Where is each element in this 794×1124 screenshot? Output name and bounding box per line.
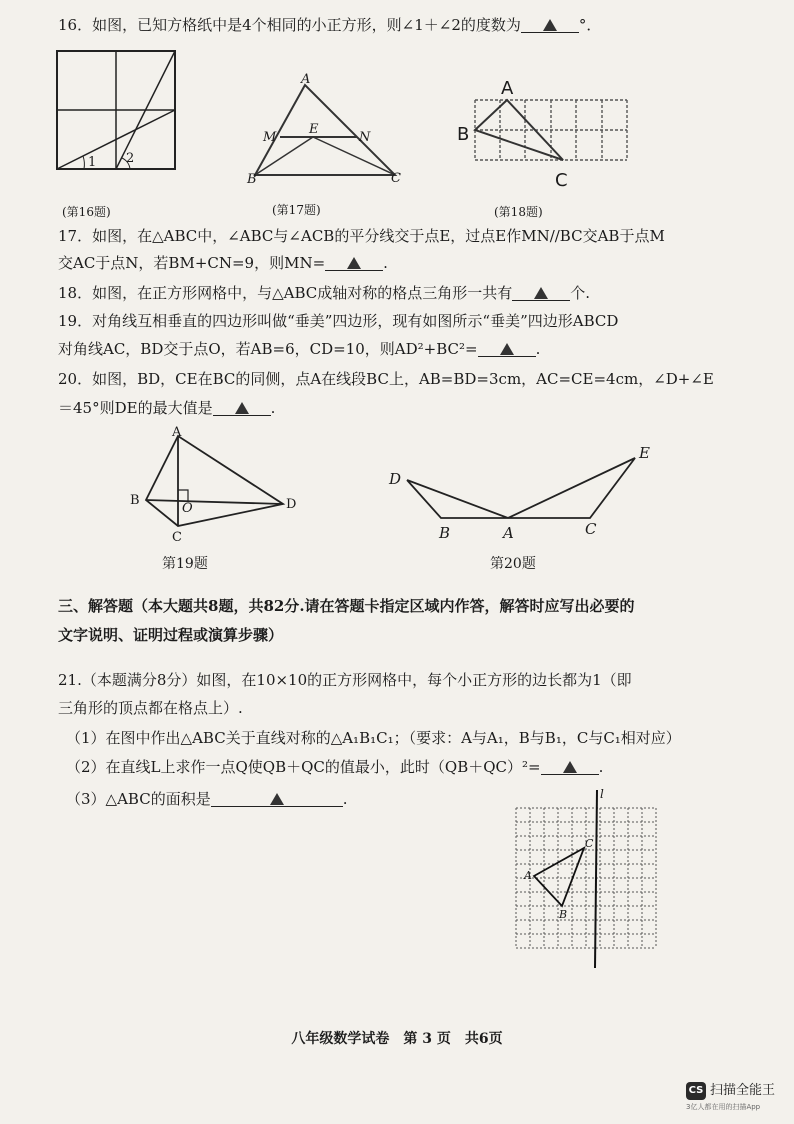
- q21-line1: 21.（本题满分8分）如图，在10×10的正方形网格中，每个小正方形的边长都为1（即: [58, 671, 632, 689]
- q21-label-B: B: [559, 908, 568, 921]
- q19-label-C: C: [172, 530, 182, 545]
- angle-1-label: 1: [88, 155, 97, 170]
- q19-line2: [58, 338, 764, 360]
- page-footer: 八年级数学试卷 第 3 页 共6页: [291, 1031, 503, 1047]
- q17-label-M: M: [263, 130, 277, 145]
- q17-line2-post: .: [383, 254, 388, 272]
- q19-label-D: D: [286, 497, 297, 512]
- q19-line2-pre: 对角线AC，BD交于点O，若AB=6，CD=10，则AD²+BC²=: [58, 340, 478, 358]
- figure-20: [385, 440, 665, 550]
- q20-line2: [58, 397, 764, 419]
- q17-line2: [58, 252, 764, 274]
- q21-part1: （1）在图中作出△ABC关于直线对称的△A₁B₁C₁；（要求：A与A₁，B与B₁，C与C₁相对应）: [66, 729, 681, 747]
- q18-answer-blank: [512, 282, 570, 301]
- triangle-icon: [543, 19, 557, 31]
- q20-label-B: B: [439, 524, 451, 542]
- figure-19: [128, 426, 308, 551]
- q20-label-D: D: [389, 470, 402, 488]
- q16-text: [58, 14, 764, 36]
- q17-label-A: A: [301, 72, 311, 87]
- triangle-icon: [534, 287, 548, 299]
- q18-text-pre: 18．如图，在正方形网格中，与△ABC成轴对称的格点三角形一共有: [58, 284, 513, 302]
- q18-caption: (第18题): [494, 205, 543, 219]
- q20-line1: 20．如图，BD，CE在BC的同侧，点A在线段BC上，AB=BD=3cm，AC=CE=4cm，∠D+∠E: [58, 370, 714, 388]
- section3-heading-line1: 三、解答题（本大题共8题，共82分.请在答题卡指定区域内作答，解答时应写出必要的: [58, 597, 635, 615]
- q16-caption: (第16题): [62, 205, 111, 219]
- q21-part3-pre: （3）△ABC的面积是: [66, 790, 211, 808]
- q17-caption: (第17题): [272, 203, 321, 217]
- q20-label-C: C: [585, 520, 597, 538]
- figure-16: [56, 50, 186, 175]
- q19-line1: 19．对角线互相垂直的四边形叫做“垂美”四边形，现有如图所示“垂美”四边形ABCD: [58, 312, 619, 330]
- triangle-icon: [270, 793, 284, 805]
- triangle-icon: [500, 343, 514, 355]
- scanner-tagline: 3亿人都在用的扫描App: [686, 1103, 761, 1111]
- q21-line2: 三角形的顶点都在格点上）.: [58, 699, 243, 717]
- q21-part2-post: .: [598, 758, 604, 776]
- triangle-icon: [347, 257, 361, 269]
- angle-2-label: 2: [126, 151, 135, 166]
- q17-line2-pre: 交AC于点N，若BM+CN=9，则MN=: [58, 254, 326, 272]
- q19-answer-blank: [478, 338, 536, 357]
- q18-text: [58, 282, 764, 304]
- q18-label-B: B: [457, 124, 470, 145]
- triangle-icon: [235, 402, 249, 414]
- q21-label-C: C: [585, 837, 594, 850]
- q16-text-pre: 16．如图，已知方格纸中是4个相同的小正方形，则∠1＋∠2的度数为: [58, 16, 521, 34]
- triangle-abc: [534, 848, 584, 906]
- q18-text-post: 个.: [570, 284, 591, 302]
- q19-label-B: B: [130, 493, 140, 508]
- q17-label-C: C: [391, 171, 401, 186]
- q21-part2-answer-blank: [541, 756, 599, 775]
- figure-21: [512, 787, 662, 970]
- q17-line1: 17．如图，在△ABC中，∠ABC与∠ACB的平分线交于点E，过点E作MN//BC交AB于点M: [58, 227, 665, 245]
- q21-part3-answer-blank: [211, 788, 343, 807]
- figure-17: [245, 72, 405, 187]
- figure-18: [455, 78, 640, 190]
- q20-line2-pre: ＝45°则DE的最大值是: [58, 399, 213, 417]
- q19-line2-post: .: [535, 340, 541, 358]
- q19-label-A: A: [172, 425, 182, 440]
- q21-label-l: l: [600, 787, 604, 801]
- q20-caption: 第20题: [490, 556, 536, 572]
- q20-label-E: E: [639, 444, 650, 462]
- q16-text-post: °．: [578, 16, 602, 34]
- section3-heading-line2: 文字说明、证明过程或演算步骤）: [58, 626, 284, 644]
- q16-answer-blank: [521, 14, 579, 33]
- q21-label-A: A: [524, 869, 532, 882]
- q20-answer-blank: [213, 397, 271, 416]
- triangle-icon: [563, 761, 577, 773]
- q17-answer-blank: [325, 252, 383, 271]
- q18-label-C: C: [555, 170, 568, 191]
- q17-label-N: N: [359, 130, 371, 145]
- symmetry-line-l: [595, 790, 597, 968]
- q19-label-O: O: [182, 501, 193, 516]
- scanner-app-name: 扫描全能王: [710, 1083, 776, 1098]
- q21-part2-pre: （2）在直线L上求作一点Q使QB＋QC的值最小，此时（QB＋QC）²=: [66, 758, 541, 776]
- q21-part2: [66, 756, 764, 778]
- scanner-logo: [686, 1080, 782, 1114]
- q17-label-E: E: [309, 122, 319, 137]
- q18-label-A: A: [501, 78, 514, 99]
- q17-label-B: B: [247, 172, 257, 187]
- q21-part3-post: .: [342, 790, 348, 808]
- q20-label-A: A: [503, 524, 514, 542]
- q20-line2-post: .: [270, 399, 276, 417]
- scanner-logo-icon: CS: [686, 1082, 706, 1100]
- q19-caption: 第19题: [162, 556, 208, 572]
